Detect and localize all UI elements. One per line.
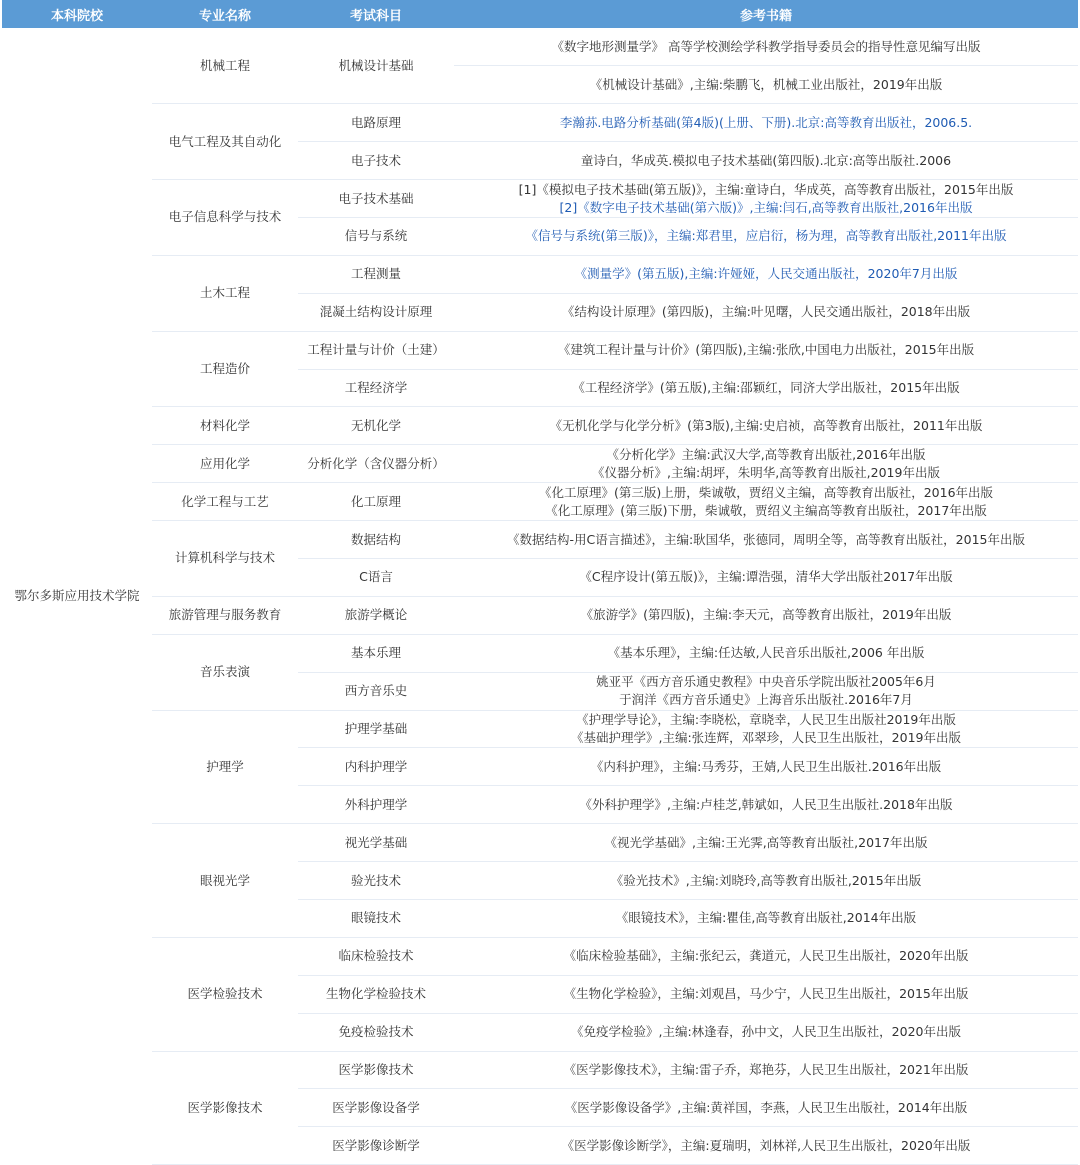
book-line: 《视光学基础》,主编:王光霁,高等教育出版社,2017年出版 <box>604 834 928 850</box>
subject-cell: 工程计量与计价（土建） <box>298 331 454 369</box>
book-line: 《基础护理学》,主编:张连辉，邓翠珍，人民卫生出版社，2019年出版 <box>571 729 961 745</box>
reference-books-cell <box>454 483 1078 521</box>
reference-books-cell <box>454 180 1078 218</box>
reference-books-cell <box>454 331 1078 369</box>
reference-books-cell <box>454 1089 1078 1127</box>
subject-cell: 工程经济学 <box>298 369 454 407</box>
major-cell: 化学工程与工艺 <box>152 483 298 521</box>
major-cell: 旅游管理与服务教育 <box>152 596 298 634</box>
major-cell: 音乐表演 <box>152 634 298 710</box>
reference-books-cell <box>454 786 1078 824</box>
major-cell: 机械工程 <box>152 28 298 104</box>
book-line: 《临床检验基础》，主编:张纪云，龚道元，人民卫生出版社，2020年出版 <box>563 948 969 964</box>
reference-books-cell <box>454 255 1078 293</box>
subject-cell: 护理学基础 <box>298 710 454 748</box>
book-line: 《验光技术》,主编:刘晓玲,高等教育出版社,2015年出版 <box>610 872 922 888</box>
table-row <box>2 407 1078 445</box>
table-row <box>2 104 1078 142</box>
table-row <box>2 521 1078 559</box>
reference-books-cell <box>454 521 1078 559</box>
exam-reference-table <box>2 0 1078 1165</box>
header-books: 参考书籍 <box>454 0 1078 28</box>
book-line: 《分析化学》主编:武汉大学,高等教育出版社,2016年出版 <box>606 446 926 462</box>
reference-books-cell <box>454 369 1078 407</box>
book-line: 《无机化学与化学分析》(第3版),主编:史启祯，高等教育出版社，2011年出版 <box>549 417 983 433</box>
book-line: 童诗白，华成英.模拟电子技术基础(第四版).北京:高等出版社.2006 <box>580 152 952 168</box>
subject-cell: 工程测量 <box>298 255 454 293</box>
major-cell: 计算机科学与技术 <box>152 521 298 597</box>
reference-books-cell <box>454 445 1078 483</box>
header-school: 本科院校 <box>2 0 152 28</box>
subject-cell: 机械设计基础 <box>298 28 454 104</box>
book-line: [2]《数字电子技术基础(第六版)》,主编:闫石,高等教育出版社,2016年出版 <box>559 199 973 215</box>
major-cell: 医学影像技术 <box>152 1051 298 1165</box>
book-line: 《外科护理学》,主编:卢桂芝,韩斌如，人民卫生出版社.2018年出版 <box>579 796 953 812</box>
table-row <box>2 634 1078 672</box>
major-cell: 工程造价 <box>152 331 298 407</box>
subject-cell: 分析化学（含仪器分析） <box>298 445 454 483</box>
reference-books-cell <box>454 899 1078 937</box>
table-row <box>2 937 1078 975</box>
table-row <box>2 331 1078 369</box>
major-cell: 土木工程 <box>152 255 298 331</box>
reference-books-cell <box>454 66 1078 104</box>
subject-cell: 医学影像设备学 <box>298 1089 454 1127</box>
major-cell: 应用化学 <box>152 445 298 483</box>
subject-cell: 电子技术 <box>298 142 454 180</box>
major-cell: 医学检验技术 <box>152 937 298 1051</box>
book-line: 《内科护理》，主编:马秀芬，王婧,人民卫生出版社.2016年出版 <box>590 758 942 774</box>
reference-books-cell <box>454 975 1078 1013</box>
book-line: 《眼镜技术》，主编:瞿佳,高等教育出版社,2014年出版 <box>615 910 917 926</box>
reference-books-cell <box>454 596 1078 634</box>
book-line: 《仪器分析》,主编:胡坪，朱明华,高等教育出版社,2019年出版 <box>592 464 940 480</box>
header-subject: 考试科目 <box>298 0 454 28</box>
book-line: 《生物化学检验》，主编:刘观昌，马少宁，人民卫生出版社，2015年出版 <box>563 986 969 1002</box>
subject-cell: 电子技术基础 <box>298 180 454 218</box>
table-row <box>2 445 1078 483</box>
table-row <box>2 255 1078 293</box>
book-line: 《医学影像技术》，主编:雷子乔，郑艳芬，人民卫生出版社，2021年出版 <box>563 1061 969 1077</box>
subject-cell: 基本乐理 <box>298 634 454 672</box>
subject-cell: 旅游学概论 <box>298 596 454 634</box>
subject-cell: 生物化学检验技术 <box>298 975 454 1013</box>
subject-cell: 电路原理 <box>298 104 454 142</box>
book-line: 《建筑工程计量与计价》(第四版),主编:张欣,中国电力出版社，2015年出版 <box>557 342 975 358</box>
book-line: 《工程经济学》(第五版),主编:邵颖红，同济大学出版社，2015年出版 <box>572 379 960 395</box>
reference-books-cell <box>454 748 1078 786</box>
subject-cell: 医学影像诊断学 <box>298 1127 454 1165</box>
major-cell: 眼视光学 <box>152 824 298 938</box>
book-line: 李瀚荪.电路分析基础(第4版)(上册、下册).北京:高等教育出版社，2006.5. <box>559 114 973 130</box>
reference-books-cell <box>454 634 1078 672</box>
book-line: 于润洋《西方音乐通史》上海音乐出版社.2016年7月 <box>619 692 913 708</box>
book-line: 《化工原理》(第三版)上册，柴诚敬，贾绍义主编，高等教育出版社，2016年出版 <box>538 484 994 500</box>
reference-books-cell <box>454 104 1078 142</box>
subject-cell: 免疫检验技术 <box>298 1013 454 1051</box>
subject-cell: 混凝土结构设计原理 <box>298 293 454 331</box>
header-major: 专业名称 <box>152 0 298 28</box>
reference-books-cell <box>454 1127 1078 1165</box>
reference-books-cell <box>454 710 1078 748</box>
major-cell: 护理学 <box>152 710 298 824</box>
subject-cell: 视光学基础 <box>298 824 454 862</box>
book-line: 《信号与系统(第三版)》，主编:郑君里，应启衍，杨为理，高等教育出版社,2011年出版 <box>525 228 1007 244</box>
book-line: 《医学影像诊断学》，主编:夏瑞明，刘林祥,人民卫生出版社，2020年出版 <box>561 1137 971 1153</box>
subject-cell: 内科护理学 <box>298 748 454 786</box>
book-line: 《机械设计基础》,主编:柴鹏飞，机械工业出版社，2019年出版 <box>589 76 943 92</box>
subject-cell: 验光技术 <box>298 862 454 900</box>
book-line: 《结构设计原理》(第四版)，主编:叶见曙，人民交通出版社，2018年出版 <box>561 304 971 320</box>
subject-cell: 眼镜技术 <box>298 899 454 937</box>
subject-cell: C语言 <box>298 558 454 596</box>
book-line: 《医学影像设备学》,主编:黄祥国，李燕，人民卫生出版社，2014年出版 <box>564 1099 968 1115</box>
reference-books-cell <box>454 558 1078 596</box>
subject-cell: 医学影像技术 <box>298 1051 454 1089</box>
table-row <box>2 483 1078 521</box>
reference-books-cell <box>454 217 1078 255</box>
book-line: 《数字地形测量学》 高等学校测绘学科教学指导委员会的指导性意见编写出版 <box>551 38 981 54</box>
subject-cell: 无机化学 <box>298 407 454 445</box>
table-row <box>2 824 1078 862</box>
subject-cell: 临床检验技术 <box>298 937 454 975</box>
book-line: 《基本乐理》，主编:任达敏,人民音乐出版社,2006 年出版 <box>607 645 925 661</box>
reference-books-cell <box>454 862 1078 900</box>
book-line: 《测量学》(第五版),主编:许娅娅，人民交通出版社，2020年7月出版 <box>574 266 958 282</box>
table-row <box>2 596 1078 634</box>
book-line: 姚亚平《西方音乐通史教程》中央音乐学院出版社2005年6月 <box>596 674 936 690</box>
subject-cell: 化工原理 <box>298 483 454 521</box>
reference-books-cell <box>454 28 1078 66</box>
book-line: 《旅游学》(第四版)，主编:李天元，高等教育出版社，2019年出版 <box>580 607 952 623</box>
school-name-cell: 鄂尔多斯应用技术学院 <box>14 588 140 604</box>
subject-cell: 信号与系统 <box>298 217 454 255</box>
book-line: [1]《模拟电子技术基础(第五版)》，主编:童诗白，华成英，高等教育出版社，2015年出版 <box>518 181 1014 197</box>
reference-books-cell <box>454 672 1078 710</box>
subject-cell: 外科护理学 <box>298 786 454 824</box>
reference-books-cell <box>454 142 1078 180</box>
major-cell: 材料化学 <box>152 407 298 445</box>
subject-cell: 数据结构 <box>298 521 454 559</box>
major-cell: 电气工程及其自动化 <box>152 104 298 180</box>
reference-books-cell <box>454 937 1078 975</box>
reference-books-cell <box>454 1013 1078 1051</box>
book-line: 《化工原理》(第三版)下册，柴诚敬，贾绍义主编高等教育出版社，2017年出版 <box>545 502 987 518</box>
table-row <box>2 1051 1078 1089</box>
reference-books-cell <box>454 1051 1078 1089</box>
table-row <box>2 180 1078 218</box>
reference-books-cell <box>454 293 1078 331</box>
book-line: 《免疫学检验》,主编:林逢春，孙中文，人民卫生出版社，2020年出版 <box>571 1024 961 1040</box>
table-row <box>2 710 1078 748</box>
reference-books-cell <box>454 824 1078 862</box>
book-line: 《数据结构-用C语言描述》，主编:耿国华，张德同，周明全等，高等教育出版社，2015年出版 <box>506 531 1025 547</box>
table-header-row <box>2 0 1078 28</box>
major-cell: 电子信息科学与技术 <box>152 180 298 256</box>
book-line: 《C程序设计(第五版)》，主编:谭浩强，清华大学出版社2017年出版 <box>579 569 953 585</box>
subject-cell: 西方音乐史 <box>298 672 454 710</box>
reference-books-cell <box>454 407 1078 445</box>
table-row <box>2 28 1078 66</box>
book-line: 《护理学导论》，主编:李晓松，章晓幸，人民卫生出版社2019年出版 <box>576 711 956 727</box>
table-body <box>2 28 1078 1165</box>
